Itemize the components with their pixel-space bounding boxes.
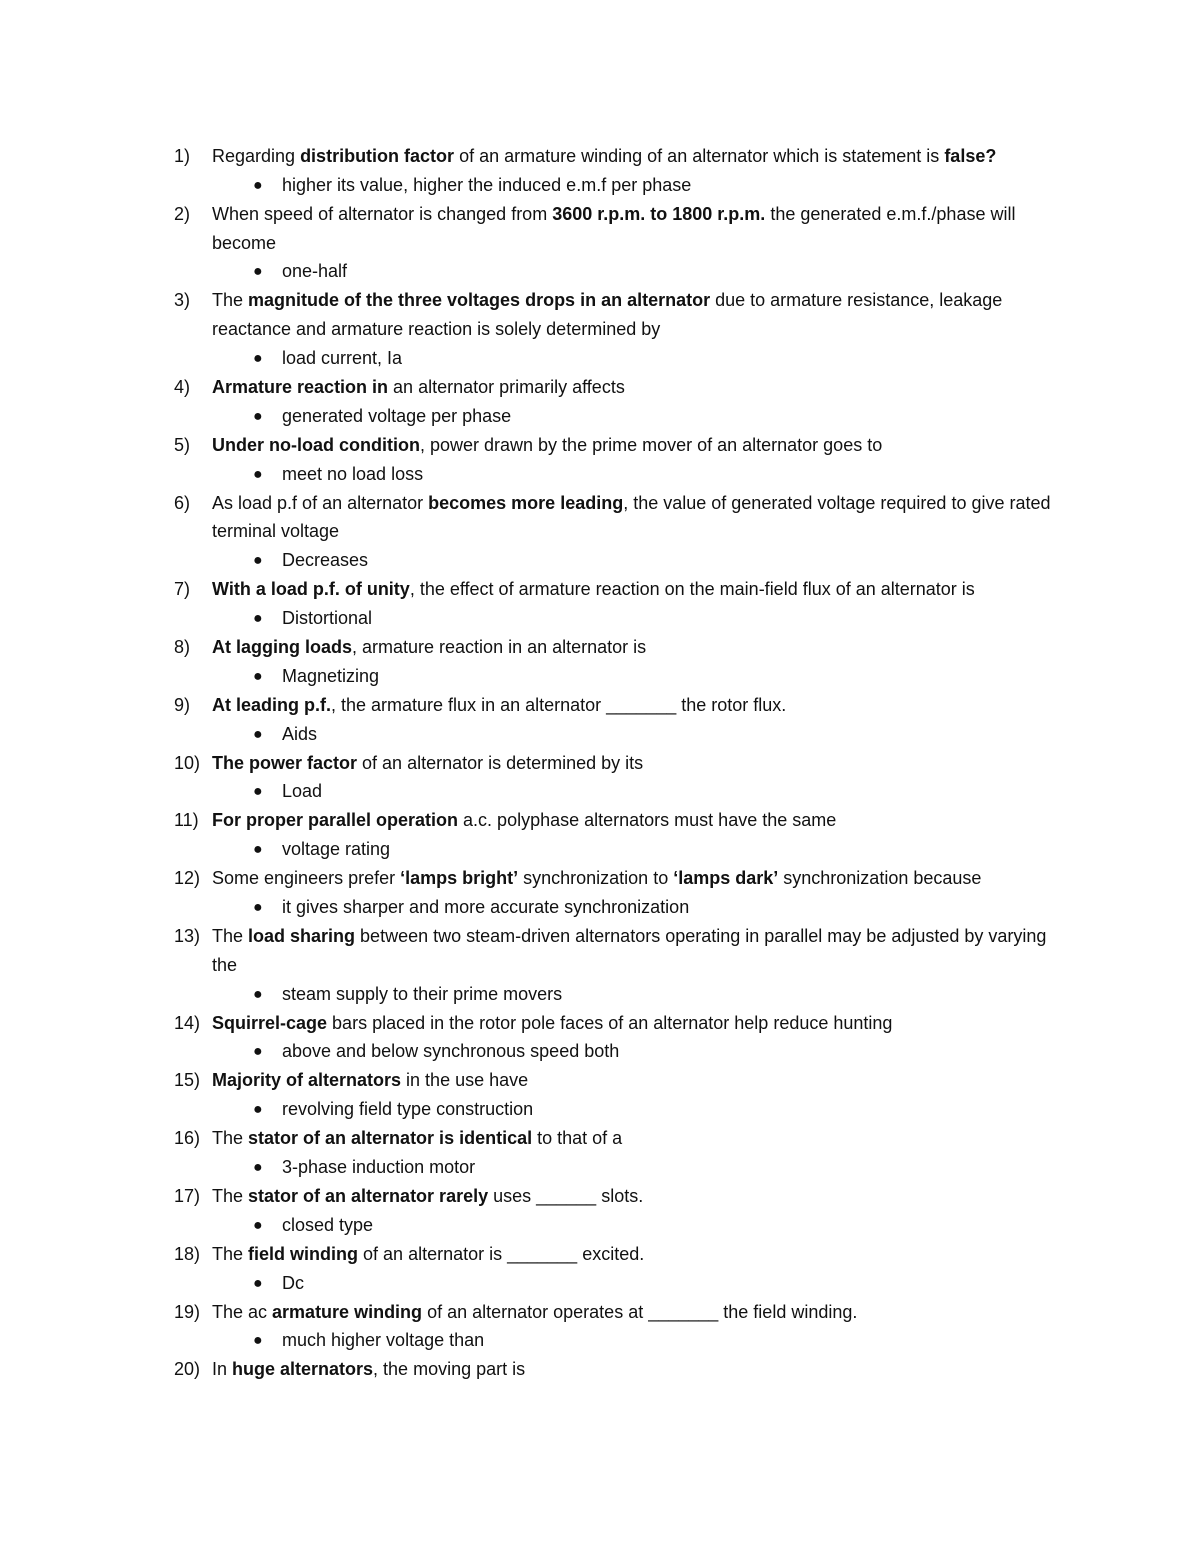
question-item (174, 142, 1064, 171)
bullet-icon: ● (253, 609, 263, 627)
answer-text: Decreases (282, 550, 369, 571)
question-item (174, 431, 1064, 460)
question-number: 20) (174, 1359, 201, 1380)
question-item (174, 633, 1064, 662)
answer-item (174, 777, 1064, 806)
question-number: 1) (174, 146, 191, 166)
answer-item (174, 171, 1064, 200)
question-item (174, 373, 1064, 402)
answer-text: voltage rating (282, 839, 391, 860)
question-list (174, 142, 1064, 1384)
answer-text: Load (282, 781, 323, 802)
question-item (174, 864, 1064, 893)
question-bold-text: The power factor (212, 752, 358, 773)
bullet-icon: ● (253, 1101, 263, 1119)
question-number: 6) (174, 492, 191, 513)
answer-item (174, 344, 1064, 373)
question-text-segment: of an alternator operates at _______ the field winding. (422, 1301, 858, 1322)
question-item (174, 1240, 1064, 1269)
question-text-segment: uses ______ slots. (488, 1185, 644, 1206)
bullet-icon: ● (253, 263, 263, 281)
question-text-segment: In (212, 1359, 233, 1380)
question-text-segment: of an alternator is _______ excited. (358, 1243, 645, 1264)
answer-text: closed type (282, 1214, 374, 1235)
question-number: 16) (174, 1128, 201, 1149)
question-number: 8) (174, 636, 191, 657)
question-item (174, 1009, 1064, 1038)
answer-text: one-half (282, 261, 348, 282)
question-number: 11) (174, 810, 199, 831)
question-item (174, 749, 1064, 778)
question-text-segment: , power drawn by the prime mover of an alternator goes to (419, 434, 883, 455)
question-bold-text: Squirrel-cage (212, 1012, 328, 1033)
question-bold-text: stator of an alternator is identical (248, 1128, 533, 1149)
question-item (174, 286, 1064, 344)
answer-item (174, 257, 1064, 286)
question-text (212, 810, 836, 830)
bullet-icon: ● (253, 552, 263, 570)
bullet-icon: ● (253, 1332, 263, 1350)
answer-item (174, 1211, 1064, 1240)
bullet-icon: ● (253, 349, 263, 367)
question-text-segment: an alternator primarily affects (388, 376, 625, 397)
question-number: 15) (174, 1070, 201, 1091)
question-bold-text: Armature reaction in (212, 376, 389, 397)
question-text (212, 1013, 892, 1033)
question-text-segment: the generated e.m.f./phase will become (212, 203, 1016, 253)
question-text (212, 493, 1051, 542)
answer-text: load current, Ia (282, 347, 403, 368)
answer-text: much higher voltage than (282, 1330, 485, 1351)
question-text (212, 637, 646, 657)
question-text (212, 1070, 528, 1090)
question-bold-text: field winding (248, 1243, 359, 1264)
question-text-segment: Some engineers prefer (212, 868, 401, 889)
question-item (174, 489, 1064, 547)
answer-item (174, 546, 1064, 575)
question-number: 10) (174, 752, 201, 773)
bullet-icon: ● (253, 725, 263, 743)
question-text-segment: to that of a (532, 1128, 623, 1149)
question-bold-text: huge alternators (232, 1359, 374, 1380)
question-text (212, 695, 786, 715)
answer-text: Distortional (282, 607, 373, 628)
question-text-segment: The ac (212, 1301, 273, 1322)
answer-item (174, 662, 1064, 691)
question-bold-text: armature winding (272, 1301, 423, 1322)
question-bold-text: Majority of alternators (212, 1070, 402, 1091)
question-text (212, 146, 996, 166)
question-text-segment: , armature reaction in an alternator is (352, 636, 647, 657)
question-text (212, 377, 625, 397)
question-text-segment: As load p.f of an alternator (212, 492, 429, 513)
answer-item (174, 980, 1064, 1009)
bullet-icon: ● (253, 985, 263, 1003)
question-number: 18) (174, 1243, 201, 1264)
question-text (212, 290, 1002, 339)
bullet-icon: ● (253, 465, 263, 483)
bullet-icon: ● (253, 407, 263, 425)
question-number: 13) (174, 925, 201, 946)
bullet-icon: ● (253, 1158, 263, 1176)
question-text (212, 1359, 525, 1379)
answer-text: Magnetizing (282, 665, 380, 686)
question-text-segment: synchronization to (518, 868, 674, 889)
question-item (174, 1355, 1064, 1384)
question-text-segment: between two steam-driven alternators operating in parallel may be adjusted by varying the (212, 925, 1047, 975)
question-item (174, 1124, 1064, 1153)
question-text (212, 204, 1015, 253)
answer-text: generated voltage per phase (282, 405, 512, 426)
question-number: 14) (174, 1012, 201, 1033)
question-bold-text: magnitude of the three voltages drops in an alternator (248, 290, 711, 311)
question-number: 5) (174, 434, 191, 455)
question-text-segment: , the value of generated voltage required to give rated terminal voltage (212, 492, 1051, 542)
question-bold-text: ‘lamps dark’ (673, 868, 779, 889)
question-item (174, 1182, 1064, 1211)
question-text (212, 926, 1046, 975)
question-text-segment: Regarding (212, 146, 301, 166)
question-number: 17) (174, 1185, 201, 1206)
question-bold-text: load sharing (248, 925, 356, 946)
question-text-segment: due to armature resistance, leakage reactance and armature reaction is solely determined by (212, 290, 1003, 340)
question-bold-text: ‘lamps bright’ (400, 868, 519, 889)
question-number: 3) (174, 290, 191, 311)
question-text (212, 1186, 643, 1206)
bullet-icon: ● (253, 1043, 263, 1061)
question-text-segment: , the effect of armature reaction on the main-field flux of an alternator is (409, 579, 975, 600)
question-text-segment: The (212, 1128, 249, 1149)
question-bold-text: distribution factor (300, 146, 455, 166)
question-text-segment: The (212, 290, 249, 311)
answer-item (174, 1095, 1064, 1124)
answer-text: 3-phase induction motor (282, 1156, 476, 1177)
bullet-icon: ● (253, 667, 263, 685)
question-text (212, 753, 643, 773)
question-text-segment: When speed of alternator is changed from (212, 203, 553, 224)
answer-item (174, 1037, 1064, 1066)
question-text (212, 579, 975, 599)
bullet-icon: ● (253, 841, 263, 859)
bullet-icon: ● (253, 1274, 263, 1292)
answer-text: it gives sharper and more accurate synchronization (282, 896, 690, 917)
question-bold-text: With a load p.f. of unity (212, 579, 410, 600)
answer-item (174, 1326, 1064, 1355)
question-item (174, 1298, 1064, 1327)
answer-item (174, 835, 1064, 864)
answer-text: higher its value, higher the induced e.m.f per phase (282, 174, 692, 195)
question-text-segment: The (212, 1185, 249, 1206)
question-bold-text: At leading p.f. (212, 694, 331, 715)
bullet-icon: ● (253, 1216, 263, 1234)
question-bold-text: stator of an alternator rarely (248, 1185, 489, 1206)
answer-item (174, 1269, 1064, 1298)
question-text (212, 1128, 622, 1148)
answer-item (174, 893, 1064, 922)
answer-item (174, 460, 1064, 489)
question-text-segment: of an armature winding of an alternator which is statement is (454, 146, 945, 166)
question-number: 7) (174, 579, 191, 600)
question-bold-text: At lagging loads (212, 636, 353, 657)
question-item (174, 1066, 1064, 1095)
question-number: 2) (174, 203, 191, 224)
question-item (174, 691, 1064, 720)
answer-text: meet no load loss (282, 463, 424, 484)
answer-item (174, 720, 1064, 749)
question-bold-text: 3600 r.p.m. to 1800 r.p.m. (552, 203, 766, 224)
question-text-segment: , the armature flux in an alternator _______ the rotor flux. (331, 694, 787, 715)
question-text (212, 1244, 644, 1264)
question-text-segment: of an alternator is determined by its (357, 752, 644, 773)
question-bold-text: For proper parallel operation (212, 810, 459, 831)
question-text-segment: bars placed in the rotor pole faces of an alternator help reduce hunting (327, 1012, 893, 1033)
bullet-icon: ● (253, 176, 263, 194)
question-item (174, 575, 1064, 604)
question-bold-text: Under no-load condition (212, 434, 420, 455)
answer-item (174, 402, 1064, 431)
question-text-segment: synchronization because (778, 868, 982, 889)
bullet-icon: ● (253, 783, 263, 801)
question-text-segment: in the use have (401, 1070, 529, 1091)
question-bold-text: becomes more leading (428, 492, 624, 513)
answer-text: steam supply to their prime movers (282, 983, 563, 1004)
question-text (212, 1302, 857, 1322)
question-bold-text: false? (944, 146, 997, 166)
question-text (212, 868, 981, 888)
bullet-icon: ● (253, 898, 263, 916)
question-number: 12) (174, 868, 201, 889)
answer-text: revolving field type construction (282, 1099, 534, 1120)
answer-text: Aids (282, 723, 318, 744)
question-item (174, 922, 1064, 980)
question-number: 19) (174, 1301, 201, 1322)
answer-text: above and below synchronous speed both (282, 1041, 620, 1062)
question-text-segment: a.c. polyphase alternators must have the same (458, 810, 837, 831)
question-text-segment: , the moving part is (373, 1359, 526, 1380)
question-number: 9) (174, 694, 191, 715)
answer-text: Dc (282, 1272, 304, 1293)
answer-item (174, 1153, 1064, 1182)
question-text-segment: The (212, 1243, 249, 1264)
question-text (212, 435, 882, 455)
question-item (174, 200, 1064, 258)
question-text-segment: The (212, 925, 249, 946)
question-number: 4) (174, 376, 191, 397)
answer-item (174, 604, 1064, 633)
question-item (174, 806, 1064, 835)
